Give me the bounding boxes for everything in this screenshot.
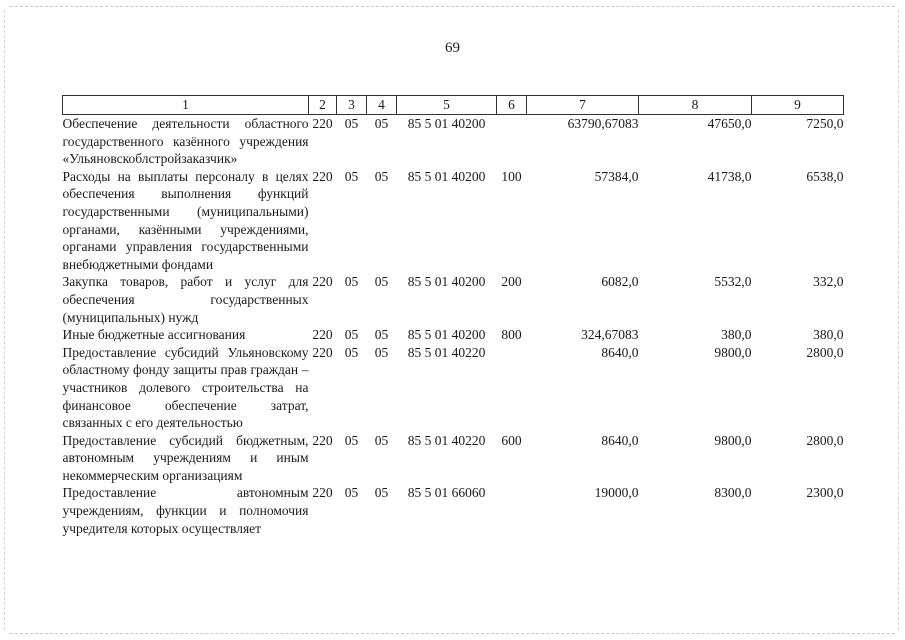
page-edge-right [898, 10, 899, 630]
header-cell: 5 [397, 96, 497, 115]
cell-amount-3: 2800,0 [806, 432, 844, 448]
table-header-row [63, 96, 844, 115]
cell-code: 220 [312, 432, 333, 448]
cell-expense-type: 100 [501, 168, 522, 184]
cell-amount-1: 63790,67083 [567, 116, 639, 131]
cell-expense-type [497, 484, 527, 537]
cell-target: 85 5 01 40200 [407, 274, 486, 290]
cell-amount-2: 8300,0 [714, 485, 752, 501]
cell-target: 85 5 01 66060 [407, 485, 486, 501]
table-row [63, 484, 844, 537]
cell-amount-2: 41738,0 [707, 168, 752, 184]
page-number: 69 [445, 40, 460, 56]
cell-expense-type [497, 115, 527, 168]
row-name: Предоставление субсидий Ульяновскому областному фонду защиты прав граждан – участников долевого строительства на финансовое обеспечение затрат, связанных с его деятельностью [62, 344, 309, 431]
cell-amount-2: 9800,0 [714, 344, 752, 360]
cell-subsection: 05 [374, 432, 389, 448]
cell-amount-3: 332,0 [813, 274, 844, 290]
cell-amount-2: 5532,0 [714, 274, 752, 290]
row-name: Расходы на выплаты персоналу в целях обеспечения выполнения функций государственными (муниципальными) органами, казёнными учреждениями, органами управления государственными внебюджетными фондами [62, 168, 309, 272]
cell-amount-3: 6538,0 [806, 168, 844, 184]
page-edge-left [4, 10, 5, 630]
row-name: Предоставление автономным учреждениям, функции и полномочия учредителя которых осуществляет [62, 485, 309, 536]
row-name: Иные бюджетные ассигнования [62, 327, 246, 343]
cell-section: 05 [344, 485, 359, 501]
cell-subsection: 05 [374, 327, 389, 343]
row-name: Обеспечение деятельности областного государственного казённого учреждения «Ульяновскоблстройзаказчик» [62, 116, 309, 167]
cell-amount-3: 2800,0 [806, 344, 844, 360]
cell-expense-type: 200 [501, 274, 522, 290]
table-row [63, 326, 844, 344]
cell-target: 85 5 01 40220 [407, 344, 486, 360]
cell-subsection: 05 [374, 274, 389, 290]
cell-section: 05 [344, 274, 359, 290]
cell-code: 220 [312, 344, 333, 360]
page-edge-bottom [10, 633, 895, 634]
page-edge-top [10, 6, 895, 7]
cell-amount-3: 7250,0 [806, 116, 844, 131]
cell-amount-1: 57384,0 [594, 168, 639, 184]
cell-section: 05 [344, 344, 359, 360]
cell-target: 85 5 01 40200 [407, 168, 486, 184]
cell-section: 05 [344, 168, 359, 184]
table-row [63, 432, 844, 485]
cell-subsection: 05 [374, 168, 389, 184]
cell-target: 85 5 01 40200 [407, 116, 486, 131]
cell-expense-type [497, 344, 527, 432]
cell-amount-1: 324,67083 [581, 327, 639, 343]
cell-code: 220 [312, 485, 333, 501]
cell-amount-3: 2300,0 [806, 485, 844, 501]
cell-target: 85 5 01 40200 [407, 327, 486, 343]
cell-code: 220 [312, 116, 333, 131]
header-cell: 8 [639, 96, 752, 115]
row-name: Предоставление субсидий бюджетным, автономным учреждениям и иным некоммерческим организациям [62, 432, 309, 483]
table-row [63, 344, 844, 432]
table-row [63, 273, 844, 326]
cell-amount-2: 9800,0 [714, 432, 752, 448]
cell-code: 220 [312, 327, 333, 343]
cell-subsection: 05 [374, 116, 389, 131]
header-cell: 7 [527, 96, 639, 115]
cell-section: 05 [344, 116, 359, 131]
cell-expense-type: 800 [501, 327, 522, 343]
header-cell: 1 [63, 96, 309, 115]
table-row [63, 168, 844, 274]
cell-amount-2: 47650,0 [707, 116, 752, 131]
table-row [63, 115, 844, 168]
header-cell: 2 [309, 96, 337, 115]
row-name: Закупка товаров, работ и услуг для обеспечения государственных (муниципальных) нужд [62, 274, 309, 325]
cell-section: 05 [344, 327, 359, 343]
cell-amount-1: 8640,0 [601, 432, 639, 448]
cell-code: 220 [312, 168, 333, 184]
cell-amount-2: 380,0 [721, 327, 752, 343]
cell-subsection: 05 [374, 344, 389, 360]
header-cell: 3 [337, 96, 367, 115]
header-cell: 6 [497, 96, 527, 115]
header-cell: 9 [752, 96, 844, 115]
header-cell: 4 [367, 96, 397, 115]
budget-table [62, 95, 844, 537]
cell-code: 220 [312, 274, 333, 290]
cell-amount-1: 6082,0 [601, 274, 639, 290]
cell-expense-type: 600 [501, 432, 522, 448]
cell-amount-3: 380,0 [813, 327, 844, 343]
cell-amount-1: 19000,0 [594, 485, 639, 501]
cell-target: 85 5 01 40220 [407, 432, 486, 448]
cell-subsection: 05 [374, 485, 389, 501]
cell-amount-1: 8640,0 [601, 344, 639, 360]
cell-section: 05 [344, 432, 359, 448]
